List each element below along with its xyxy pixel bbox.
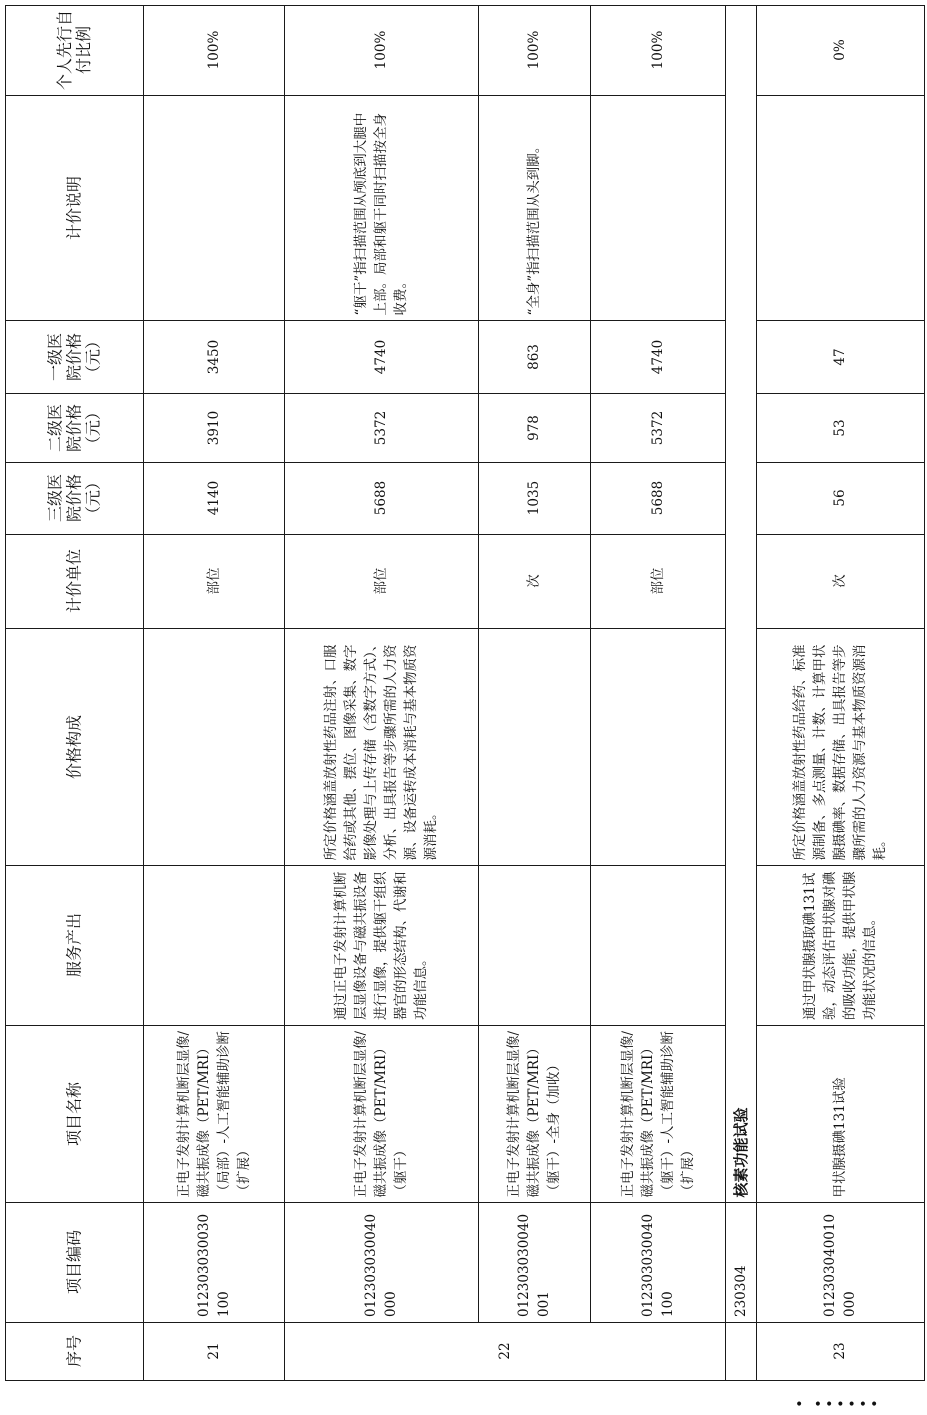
continuation-dots: • ••••••: [795, 1397, 882, 1413]
section-code-text: 230304: [732, 1265, 749, 1317]
header-price2-text: 二级医院价格（元）: [45, 403, 103, 452]
row-2-unit-text: 次: [526, 574, 542, 588]
row-group-seq-text: 22: [496, 1342, 513, 1360]
row-3-price1-text: 4740: [649, 339, 666, 374]
row-2-price2-text: 978: [526, 414, 542, 441]
last-row-name-text: 甲状腺摄碘131试验: [832, 1076, 848, 1197]
last-row-code: [756, 1202, 924, 1322]
row-0-price3-text: 4140: [205, 480, 222, 516]
last-row-unit-text: 次: [832, 574, 848, 588]
header-code: [5, 1202, 143, 1322]
row-1-composition: [284, 628, 478, 865]
row-2-price2: [478, 393, 590, 462]
last-row-price2-text: 53: [832, 418, 848, 437]
last-row-price3-text: 56: [832, 489, 848, 507]
last-row-code-text: 012303040010000: [822, 1213, 858, 1317]
section-code: [725, 1202, 756, 1322]
row-1-composition-text: 所定价格涵盖放射性药品注射、口服给药或其他、摆位、图像采集、数字影像处理与上传存储（含数字方式）、分析、出具报告等步骤所需的人力资源、设备运转成本消耗与基本物质资源消耗。: [323, 637, 439, 860]
row-0-unit-text: 部位: [205, 567, 222, 595]
row-1-code: [284, 1202, 478, 1322]
row-0-price1: [143, 320, 284, 393]
row-0-name-text: 正电子发射计算机断层显像/磁共振成像（PET/MRI）（局部）-人工智能辅助诊断（扩展）: [175, 1030, 252, 1197]
header-output-text: 服务产出: [64, 913, 84, 978]
row-1-output: [284, 865, 478, 1025]
header-note: [5, 95, 143, 320]
row-3-code: [590, 1202, 725, 1322]
row-2-price1-text: 863: [526, 343, 542, 370]
row-1-note-text: “躯干”指扫描范围从颅底到大腿中上部。局部和躯干同时扫描按全身收费。: [353, 112, 409, 315]
row-1-output-text: 通过正电子发射计算机断层显像设备与磁共振设备进行显像，提供躯干组织器官的形态结构、代谢和功能信息。: [333, 871, 429, 1020]
header-seq-text: 序号: [64, 1335, 84, 1368]
header-unit: [5, 534, 143, 628]
row-3-ratio-text: 100%: [649, 30, 666, 70]
section-name-text: 核素功能试验: [731, 1106, 750, 1197]
row-3-price2-text: 5372: [649, 410, 666, 445]
grid-line-v-outer-right: [924, 5, 925, 1380]
last-row-seq: [756, 1322, 924, 1380]
last-row-composition: [756, 628, 924, 865]
seq-merge-mask: [590, 1323, 591, 1380]
header-name-text: 项目名称: [64, 1081, 84, 1146]
last-row-composition-text: 所定价格涵盖放射性药品给药、标准源制备、多点测量、计数、计算甲状腺摄碘率、数据存储、出具报告等步骤所需的人力资源与基本物质资源消耗。: [792, 644, 888, 860]
row-1-ratio-text: 100%: [373, 30, 389, 70]
section-name: [725, 865, 756, 1202]
row-1-unit-text: 部位: [373, 567, 389, 595]
row-1-price3: [284, 462, 478, 534]
last-row-price1: [756, 320, 924, 393]
row-3-unit: [590, 534, 725, 628]
row-1-unit: [284, 534, 478, 628]
header-composition-text: 价格构成: [64, 714, 84, 779]
row-0-ratio-text: 100%: [205, 30, 222, 70]
header-unit-text: 计价单位: [64, 549, 84, 614]
header-note-text: 计价说明: [64, 175, 84, 240]
grid-line-h-11: [5, 1380, 925, 1381]
last-row-price1-text: 47: [832, 347, 848, 366]
row-0-ratio: [143, 5, 284, 95]
row-2-ratio: [478, 5, 590, 95]
row-1-price3-text: 5688: [373, 480, 389, 516]
row-2-price1: [478, 320, 590, 393]
row-2-code: [478, 1202, 590, 1322]
row-1-price2-text: 5372: [373, 410, 389, 445]
row-3-code-text: 012303030040100: [639, 1213, 676, 1317]
row-3-name-text: 正电子发射计算机断层显像/磁共振成像（PET/MRI）（躯干）-人工智能辅助诊断（扩展）: [619, 1030, 696, 1197]
row-3-price2: [590, 393, 725, 462]
row-1-price1-text: 4740: [373, 339, 389, 374]
row-2-note-text: “全身”指扫描范围从头到脚。: [526, 139, 542, 315]
header-price2: [5, 393, 143, 462]
row-1-code-text: 012303030040000: [363, 1213, 399, 1317]
last-row-unit: [756, 534, 924, 628]
header-seq: [5, 1322, 143, 1380]
row-0-unit: [143, 534, 284, 628]
row-1-name-text: 正电子发射计算机断层显像/磁共振成像（PET/MRI）（躯干）: [353, 1030, 409, 1197]
row-0-price1-text: 3450: [205, 339, 222, 374]
header-price3: [5, 462, 143, 534]
row-2-code-text: 012303030040001: [516, 1213, 552, 1317]
row-0-seq-text: 21: [205, 1342, 222, 1360]
last-row-seq-text: 23: [832, 1342, 848, 1360]
row-3-ratio: [590, 5, 725, 95]
row-1-price1: [284, 320, 478, 393]
last-row-ratio: [756, 5, 924, 95]
row-2-ratio-text: 100%: [526, 30, 542, 70]
header-ratio-text: 个人先行自付比例: [55, 9, 93, 90]
row-2-name-text: 正电子发射计算机断层显像/磁共振成像（PET/MRI）（躯干）-全身（加收）: [506, 1030, 562, 1197]
row-2-unit: [478, 534, 590, 628]
header-ratio: [5, 5, 143, 95]
row-2-price3-text: 1035: [526, 480, 542, 516]
row-0-seq: [143, 1322, 284, 1380]
header-price1: [5, 320, 143, 393]
header-price3-text: 三级医院价格（元）: [45, 474, 103, 523]
seq-merge-mask: [478, 1323, 479, 1380]
row-1-note: [284, 95, 478, 320]
row-1-price2: [284, 393, 478, 462]
row-3-price3-text: 5688: [649, 480, 666, 516]
row-1-name: [284, 1025, 478, 1202]
header-composition: [5, 628, 143, 865]
row-2-price3: [478, 462, 590, 534]
header-code-text: 项目编码: [64, 1230, 84, 1295]
row-0-name: [143, 1025, 284, 1202]
row-0-price3: [143, 462, 284, 534]
row-3-unit-text: 部位: [649, 567, 666, 595]
row-0-price2-text: 3910: [205, 410, 222, 445]
header-price1-text: 一级医院价格（元）: [45, 332, 103, 381]
row-2-name: [478, 1025, 590, 1202]
row-3-price1: [590, 320, 725, 393]
header-output: [5, 865, 143, 1025]
row-3-name: [590, 1025, 725, 1202]
last-row-output-text: 通过甲状腺摄取碘131试验，动态评估甲状腺对碘的吸收功能，提供甲状腺功能状况的信息。: [802, 871, 878, 1020]
last-row-price3: [756, 462, 924, 534]
row-1-ratio: [284, 5, 478, 95]
last-row-price2: [756, 393, 924, 462]
header-name: [5, 1025, 143, 1202]
row-0-price2: [143, 393, 284, 462]
row-3-price3: [590, 462, 725, 534]
row-0-code: [143, 1202, 284, 1322]
row-0-code-text: 012303030030100: [195, 1213, 232, 1317]
row-group-seq: [284, 1322, 725, 1380]
last-row-output: [756, 865, 924, 1025]
last-row-name: [756, 1025, 924, 1202]
row-2-note: [478, 95, 590, 320]
last-row-ratio-text: 0%: [832, 39, 848, 61]
